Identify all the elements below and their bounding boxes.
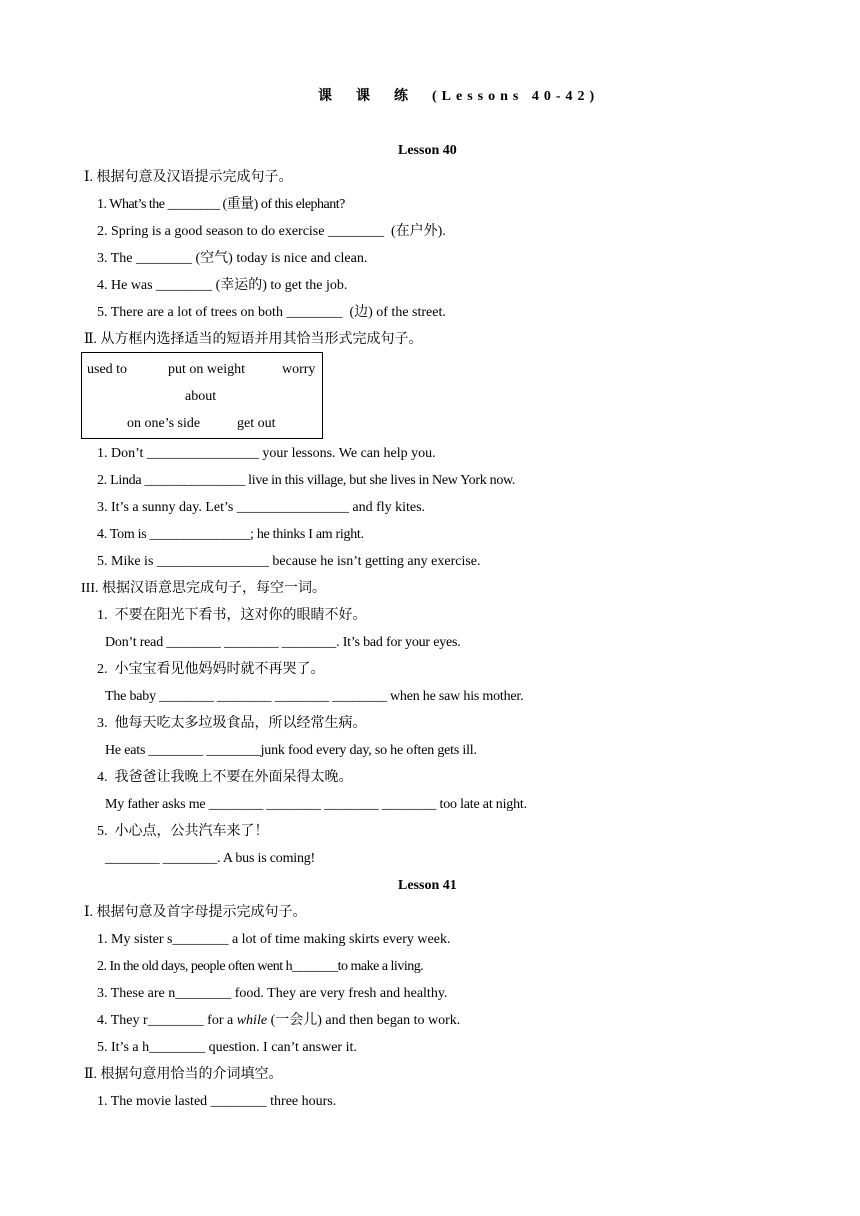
- chinese-prompt: 3. 他每天吃太多垃圾食品，所以经常生病。: [97, 716, 367, 731]
- english-sentence: The baby ________ ________ ________ ________ when he saw his mother.: [105, 689, 524, 704]
- phrase-option: get out: [237, 416, 276, 431]
- chinese-prompt: 5. 小心点，公共汽车来了！: [97, 824, 269, 839]
- exercise-item: 3. It’s a sunny day. Let’s ________________ and fly kites.: [97, 500, 426, 515]
- section-heading: Ⅰ. 根据句意及首字母提示完成句子。: [84, 905, 307, 920]
- lesson-41-heading: Lesson 41: [398, 878, 457, 893]
- exercise-item: 5. Mike is ________________ because he isn’t getting any exercise.: [97, 554, 481, 569]
- english-sentence: He eats ________ ________junk food every day, so he often gets ill.: [105, 743, 477, 758]
- exercise-item: 4. He was ________ (幸运的) to get the job.: [97, 278, 348, 293]
- exercise-item: [97, 1012, 460, 1030]
- item-text-after: (一会儿) and then began to work.: [267, 1013, 461, 1028]
- section-heading: Ⅱ. 根据句意用恰当的介词填空。: [84, 1067, 283, 1082]
- exercise-item: 5. There are a lot of trees on both ________ (边) of the street.: [97, 305, 446, 320]
- phrase-option: put on weight: [168, 362, 245, 377]
- english-sentence: ________ ________. A bus is coming!: [105, 851, 316, 866]
- exercise-item: 2. In the old days, people often went h_______to make a living.: [97, 959, 424, 974]
- exercise-item: 2. Linda _______________ live in this village, but she lives in New York now.: [97, 473, 516, 488]
- section-heading: III. 根据汉语意思完成句子，每空一词。: [81, 581, 326, 596]
- exercise-item: 3. These are n________ food. They are very fresh and healthy.: [97, 986, 448, 1001]
- section-heading: Ⅱ. 从方框内选择适当的短语并用其恰当形式完成句子。: [84, 332, 423, 347]
- exercise-item: 2. Spring is a good season to do exercise ________ (在户外).: [97, 224, 446, 239]
- lesson-40-heading: Lesson 40: [398, 143, 457, 158]
- chinese-prompt: 4. 我爸爸让我晚上不要在外面呆得太晚。: [97, 770, 353, 785]
- phrase-option: about: [185, 389, 217, 404]
- section-heading: Ⅰ. 根据句意及汉语提示完成句子。: [84, 170, 293, 185]
- exercise-item: 3. The ________ (空气) today is nice and clean.: [97, 251, 368, 266]
- exercise-item: 1. What’s the ________ (重量) of this elephant?: [97, 197, 345, 212]
- page-title: 课 课 练 (Lessons 40-42): [318, 89, 600, 104]
- phrase-option: worry: [282, 362, 316, 377]
- phrase-option: used to: [87, 362, 128, 377]
- phrase-option: on one’s side: [127, 416, 201, 431]
- exercise-item: 4. Tom is _______________; he thinks I am right.: [97, 527, 364, 542]
- chinese-prompt: 1. 不要在阳光下看书，这对你的眼睛不好。: [97, 608, 367, 623]
- english-sentence: Don’t read ________ ________ ________. It’s bad for your eyes.: [105, 635, 461, 650]
- italic-word: while: [236, 1013, 268, 1028]
- exercise-item: 5. It’s a h________ question. I can’t answer it.: [97, 1040, 357, 1055]
- item-text-before: 4. They r________ for a: [97, 1013, 237, 1028]
- exercise-item: 1. Don’t ________________ your lessons. We can help you.: [97, 446, 436, 461]
- chinese-prompt: 2. 小宝宝看见他妈妈时就不再哭了。: [97, 662, 325, 677]
- english-sentence: My father asks me ________ ________ ________ ________ too late at night.: [105, 797, 527, 812]
- exercise-item: 1. The movie lasted ________ three hours.: [97, 1094, 337, 1109]
- exercise-item: 1. My sister s________ a lot of time making skirts every week.: [97, 932, 451, 947]
